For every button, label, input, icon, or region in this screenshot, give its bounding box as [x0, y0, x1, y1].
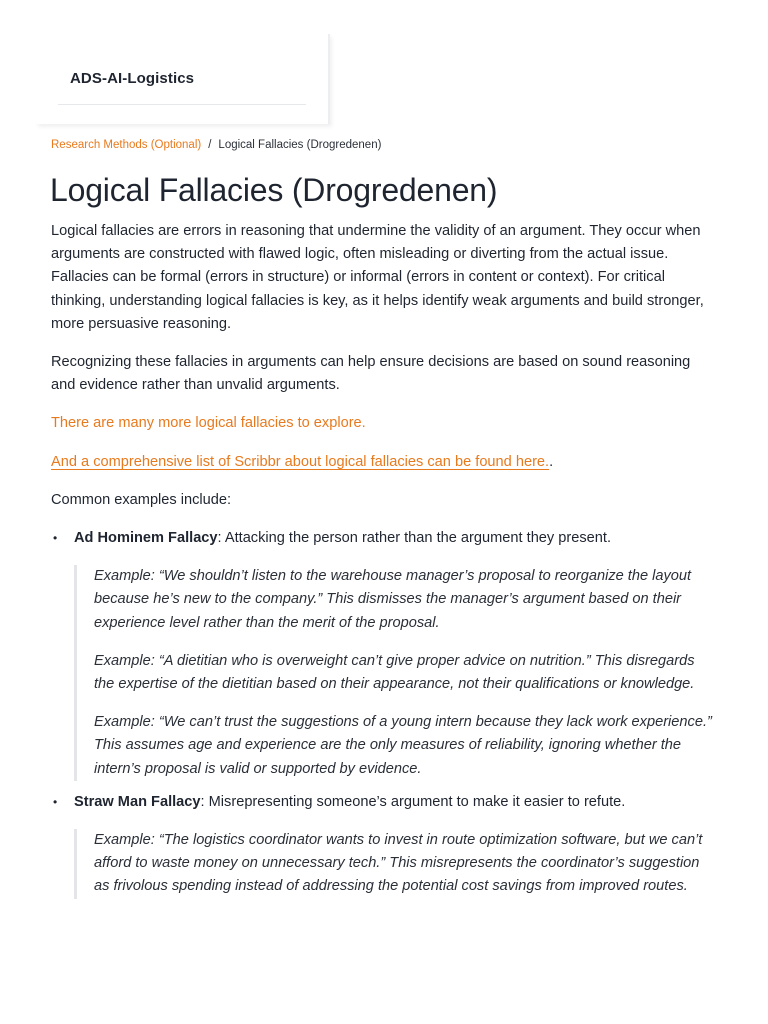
example-text: Example: “A dietitian who is overweight can’t give proper advice on nutrition.” This disregards the expertise of the dietitian based on their appearance, not their qualifications or knowledge.: [94, 652, 695, 693]
article-content: [51, 220, 717, 909]
example-quote-block: [74, 829, 717, 899]
header-divider: [58, 104, 306, 105]
scribbr-link[interactable]: And a comprehensive list of Scribbr about logical fallacies can be found here.: [51, 453, 550, 470]
breadcrumb: [51, 139, 381, 151]
examples-intro: Common examples include:: [51, 491, 232, 508]
fallacy-name: Straw Man Fallacy: [74, 793, 201, 810]
bullet-glyph: •: [53, 794, 58, 809]
list-item: [51, 527, 717, 781]
bullet-glyph: •: [53, 531, 58, 546]
scribbr-suffix: .: [549, 453, 554, 470]
more-fallacies-paragraph: [51, 412, 717, 435]
breadcrumb-separator: /: [208, 139, 212, 151]
fallacy-description: : Attacking the person rather than the argument they present.: [217, 530, 612, 547]
fallacy-name: Ad Hominem Fallacy: [74, 530, 218, 547]
intro-paragraph: Logical fallacies are errors in reasoning that undermine the validity of an argument. They occur when arguments are constructed with flawed logic, often misleading or diverting from the actual issue. Fallacies can be formal (errors in structure) or informal (errors in content or context). For critical thinking, understanding logical fallacies is key, as it helps identify weak arguments and build stronger, more persuasive reasoning.: [51, 223, 704, 332]
breadcrumb-current: Logical Fallacies (Drogredenen): [218, 139, 382, 151]
scribbr-paragraph: [51, 451, 717, 474]
list-item: [51, 791, 717, 899]
fallacy-definition: [74, 791, 717, 814]
example-text: Example: “The logistics coordinator wants to invest in route optimization software, but we can’t afford to waste money on unnecessary tech.” This misrepresents the coordinator’s suggestion as frivolous spending instead of addressing the potential cost savings from improved routes.: [94, 832, 703, 895]
site-header: [36, 34, 330, 124]
breadcrumb-link-research-methods[interactable]: Research Methods (Optional): [51, 139, 202, 151]
site-title[interactable]: ADS-AI-Logistics: [70, 70, 195, 87]
example-quote-block: [74, 565, 717, 781]
fallacy-list: [51, 527, 717, 899]
intro-paragraph: Recognizing these fallacies in arguments can help ensure decisions are based on sound reasoning and evidence rather than unvalid arguments.: [51, 354, 691, 394]
example-text: Example: “We can’t trust the suggestions of a young intern because they lack work experience.” This assumes age and experience are the only measures of reliability, ignoring whether the intern’s proposal is valid or supported by evidence.: [94, 714, 712, 777]
fallacy-definition: [74, 527, 717, 550]
more-fallacies-link[interactable]: There are many more logical fallacies to explore.: [51, 415, 366, 432]
page-title: Logical Fallacies (Drogredenen): [50, 172, 498, 208]
fallacy-description: : Misrepresenting someone’s argument to make it easier to refute.: [200, 793, 626, 810]
example-text: Example: “We shouldn’t listen to the warehouse manager’s proposal to reorganize the layout because he’s new to the company.” This dismisses the manager’s argument based on their experience level rather than the merit of the proposal.: [94, 568, 692, 631]
